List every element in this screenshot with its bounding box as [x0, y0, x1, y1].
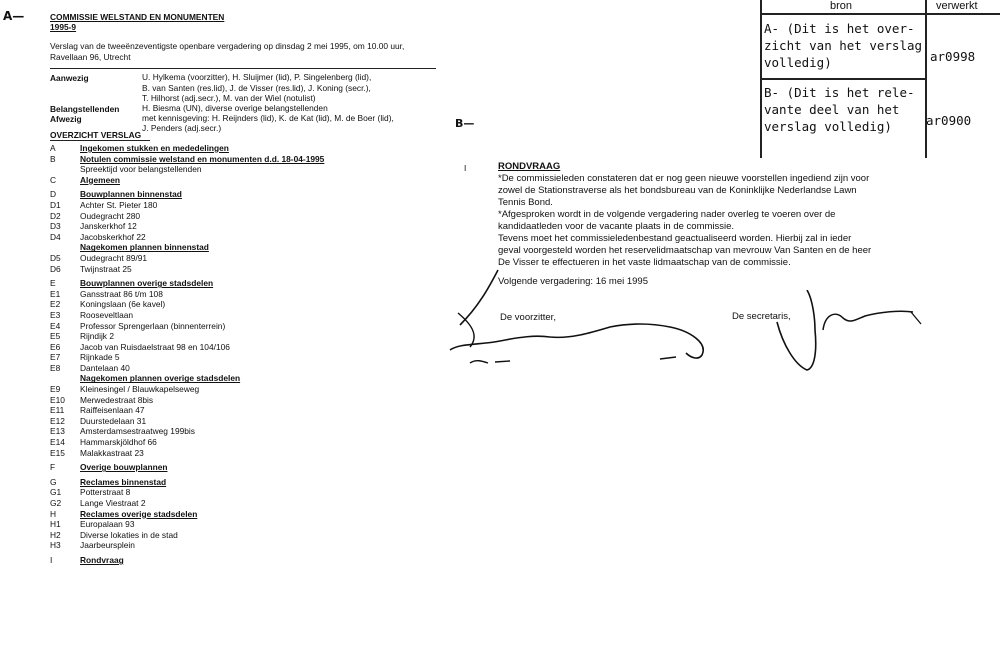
agenda-item-text: Rijnkade 5: [80, 352, 120, 363]
agenda-item-code: H1: [50, 519, 61, 530]
agenda-item: [50, 509, 420, 520]
agenda-item-text: Achter St. Pieter 180: [80, 199, 158, 210]
agenda-item-code: D2: [50, 210, 61, 221]
agenda-item-code: D3: [50, 221, 61, 232]
agenda-item: [50, 232, 420, 243]
agenda-item-text: Rooseveltlaan: [80, 309, 134, 320]
section-title: RONDVRAAG: [498, 161, 561, 172]
agenda-item-code: H2: [50, 529, 61, 540]
agenda-item-text: Spreektijd voor belangstellenden: [80, 164, 202, 175]
present-line-1: U. Hylkema (voorzitter), H. Sluijmer (lid), P. Singelenberg (lid),: [142, 72, 372, 82]
agenda-item-code: E2: [50, 299, 61, 310]
rondvraag-line: *De commissieleden constateren dat er nog geen nieuwe voorstellen ingediend zijn voor: [498, 173, 870, 184]
agenda-item: [50, 278, 420, 289]
agenda-item: [50, 143, 420, 154]
archive-stamp: [760, 0, 1000, 158]
stamp-row-divider: [760, 78, 925, 80]
agenda-item: [50, 363, 420, 374]
agenda-item-text: Jaarbeursplein: [80, 540, 135, 551]
agenda-item-code: G2: [50, 498, 62, 508]
agenda-item: [50, 540, 420, 551]
agenda-item-code: E8: [50, 362, 61, 373]
agenda-item-text: Oudegracht 89/91: [80, 252, 148, 263]
overview-rule: [50, 140, 150, 141]
agenda-item-text: Reclames overige stadsdelen: [80, 508, 198, 519]
absent-label: Afwezig: [50, 114, 82, 124]
present-line-2: B. van Santen (res.lid), J. de Visser (res.lid), J. Koning (secr.),: [142, 83, 371, 93]
agenda-item: [50, 384, 420, 395]
agenda-item: [50, 342, 420, 353]
agenda-item-code: E15: [50, 447, 65, 458]
agenda-item-text: Oudegracht 280: [80, 210, 141, 221]
agenda-item-text: Janskerkhof 12: [80, 221, 137, 232]
agenda-item-code: D5: [50, 252, 61, 263]
agenda-item: [50, 426, 420, 437]
agenda-item: [50, 462, 420, 473]
stamp-row-b-line-3: verslag volledig): [764, 119, 892, 134]
agenda-item-code: H3: [50, 540, 61, 551]
agenda-item-text: Dantelaan 40: [80, 362, 130, 373]
agenda-item: [50, 395, 420, 406]
agenda-item: [50, 189, 420, 200]
agenda-item-text: Koningslaan (6e kavel): [80, 299, 166, 310]
agenda-item-code: E12: [50, 415, 65, 426]
agenda-item: [50, 175, 420, 186]
agenda-item-text: Bouwplannen overige stadsdelen: [80, 278, 214, 289]
agenda-item: [50, 437, 420, 448]
stamp-row-b-line-2: vante deel van het: [764, 102, 900, 117]
agenda-item-text: Duurstedelaan 31: [80, 415, 147, 426]
agenda-item-code: A: [50, 143, 56, 153]
agenda-item: [50, 310, 420, 321]
agenda-item-code: F: [50, 462, 56, 473]
agenda-item-text: Malakkastraat 23: [80, 447, 144, 458]
agenda-item-code: D4: [50, 231, 61, 242]
agenda-item-code: E4: [50, 320, 61, 331]
section-code: I: [464, 163, 467, 173]
agenda-item-code: E7: [50, 352, 61, 363]
agenda-item-text: Notulen commissie welstand en monumenten d.d. 18-04-1995: [80, 153, 325, 164]
agenda-item: [50, 519, 420, 530]
agenda-item-code: G: [50, 476, 57, 487]
agenda-item-text: Potterstraat 8: [80, 487, 131, 498]
report-line-2: Ravellaan 96, Utrecht: [50, 52, 131, 62]
agenda-item: [50, 448, 420, 459]
agenda-item-text: Merwedestraat 8bis: [80, 394, 154, 405]
present-line-3: T. Hilhorst (adj.secr.), M. van der Wiel (notulist): [142, 93, 316, 103]
chair-label: De voorzitter,: [500, 312, 556, 323]
agenda-item-text: Gansstraat 86 t/m 108: [80, 288, 163, 299]
rondvraag-line: kandidaatleden voor de vacante plaats in de commissie.: [498, 221, 735, 232]
present-label: Aanwezig: [50, 73, 89, 83]
report-number: 1995-9: [50, 22, 77, 32]
agenda-item-text: Nagekomen plannen binnenstad: [80, 242, 209, 253]
marker-b: B—: [455, 117, 475, 130]
header-rule: [50, 68, 436, 69]
stamp-header-verwerkt: verwerkt: [936, 0, 978, 12]
agenda-item: [50, 498, 420, 509]
agenda-item-text: Reclames binnenstad: [80, 476, 167, 487]
agenda-item-text: Hammarskjöldhof 66: [80, 437, 157, 448]
agenda-item: [50, 154, 420, 165]
agenda-item-code: E3: [50, 309, 61, 320]
agenda-list: [50, 143, 420, 566]
agenda-item: [50, 242, 420, 253]
agenda-item-code: G1: [50, 487, 62, 498]
stamp-row-a-line-3: volledig): [764, 55, 832, 70]
agenda-item-text: Algemeen: [80, 174, 121, 185]
stamp-header-bron: bron: [830, 0, 853, 12]
agenda-item: [50, 221, 420, 232]
agenda-item-text: Rijndijk 2: [80, 331, 114, 342]
agenda-item: [50, 321, 420, 332]
agenda-item: [50, 253, 420, 264]
agenda-item-text: Lange Viestraat 2: [80, 498, 146, 508]
overview-heading: OVERZICHT VERSLAG: [50, 130, 142, 140]
agenda-item-text: Nagekomen plannen overige stadsdelen: [80, 373, 241, 384]
agenda-item: [50, 405, 420, 416]
agenda-item: [50, 211, 420, 222]
agenda-item: [50, 373, 420, 384]
stamp-row-a-line-2: zicht van het verslag: [764, 38, 923, 53]
agenda-item-code: E14: [50, 437, 65, 448]
stamp-row-a-code: ar0998: [930, 49, 976, 64]
agenda-item-code: D: [50, 189, 57, 200]
stamp-row-b-line-1: B- (Dit is het rele-: [764, 85, 915, 100]
agenda-item-code: E6: [50, 341, 61, 352]
agenda-item-text: Amsterdamsestraatweg 199bis: [80, 426, 195, 437]
agenda-item: [50, 555, 420, 566]
agenda-item-code: E11: [50, 405, 65, 416]
absent-line-2: J. Penders (adj.secr.): [142, 123, 222, 133]
agenda-item: [50, 331, 420, 342]
agenda-item-text: Bouwplannen binnenstad: [80, 189, 182, 200]
stamp-row-b-code: ar0900: [926, 113, 972, 128]
stamp-col-divider: [925, 0, 927, 158]
rondvraag-line: *Afgesproken wordt in de volgende vergadering nader overleg te voeren over de: [498, 209, 836, 220]
agenda-item-code: B: [50, 153, 56, 164]
secretary-signature: [765, 290, 945, 380]
agenda-item-code: D6: [50, 263, 61, 274]
committee-title: COMMISSIE WELSTAND EN MONUMENTEN: [50, 12, 225, 22]
report-line-1: Verslag van de tweeënzeventigste openbare vergadering op dinsdag 2 mei 1995, om 10.00 uur,: [50, 41, 405, 51]
agenda-item: [50, 164, 420, 175]
agenda-item: [50, 200, 420, 211]
agenda-item-text: Twijnstraat 25: [80, 263, 132, 274]
agenda-item-code: E1: [50, 288, 61, 299]
agenda-item-text: Europalaan 93: [80, 519, 135, 530]
agenda-item-text: Professor Sprengerlaan (binnenterrein): [80, 320, 226, 331]
agenda-item-text: Jacobskerkhof 22: [80, 231, 146, 242]
agenda-item-text: Rondvraag: [80, 554, 124, 565]
secretary-label: De secretaris,: [732, 311, 791, 322]
chair-signature: [440, 265, 730, 370]
rondvraag-line: zowel de Stationstraverse als het bondsbureau van de Koninklijke Nederlandse Lawn: [498, 185, 857, 196]
agenda-item-code: E5: [50, 331, 61, 342]
next-meeting: Volgende vergadering: 16 mei 1995: [498, 276, 649, 287]
agenda-item-code: D1: [50, 199, 61, 210]
agenda-item-text: Overige bouwplannen: [80, 462, 168, 473]
agenda-item: [50, 289, 420, 300]
agenda-item-text: Kleinesingel / Blauwkapelseweg: [80, 384, 200, 395]
agenda-item-code: H: [50, 508, 57, 519]
agenda-item: [50, 416, 420, 427]
rondvraag-line: geval voorgesteld worden het reservelidmaatschap van mevrouw Van Santen en de heer: [498, 245, 872, 256]
rondvraag-line: De Visser te effectueren in het vaste lidmaatschap van de commissie.: [498, 257, 791, 268]
agenda-item: [50, 299, 420, 310]
agenda-item: [50, 487, 420, 498]
agenda-item: [50, 352, 420, 363]
stamp-row-a-line-1: A- (Dit is het over-: [764, 21, 915, 36]
agenda-item-code: E10: [50, 394, 65, 405]
marker-a: A—: [3, 9, 25, 23]
agenda-item: [50, 530, 420, 541]
agenda-item-code: E13: [50, 426, 65, 437]
stamp-header-rule: [760, 13, 1000, 15]
absent-line-1: met kennisgeving: H. Reijnders (lid), K. de Kat (lid), M. de Boer (lid),: [142, 113, 394, 123]
agenda-item-text: Diverse lokaties in de stad: [80, 529, 178, 540]
agenda-item-code: E9: [50, 384, 61, 395]
agenda-item-text: Raiffeisenlaan 47: [80, 405, 145, 416]
agenda-item-code: C: [50, 174, 57, 185]
rondvraag-text: [498, 173, 871, 269]
rondvraag-line: Tennis Bond.: [498, 197, 553, 208]
rondvraag-line: Tevens moet het commissieledenbestand geactualiseerd worden. Hierbij zal in ieder: [498, 233, 852, 244]
agenda-item: [50, 477, 420, 488]
stakeholders-label: Belangstellenden: [50, 104, 120, 114]
agenda-item-text: Ingekomen stukken en mededelingen: [80, 143, 229, 153]
agenda-item-code: E: [50, 278, 56, 289]
agenda-item-code: I: [50, 554, 53, 565]
agenda-item-text: Jacob van Ruisdaelstraat 98 en 104/106: [80, 341, 230, 352]
agenda-item: [50, 264, 420, 275]
stakeholders-text: H. Biesma (UN), diverse overige belangstellenden: [142, 103, 328, 113]
